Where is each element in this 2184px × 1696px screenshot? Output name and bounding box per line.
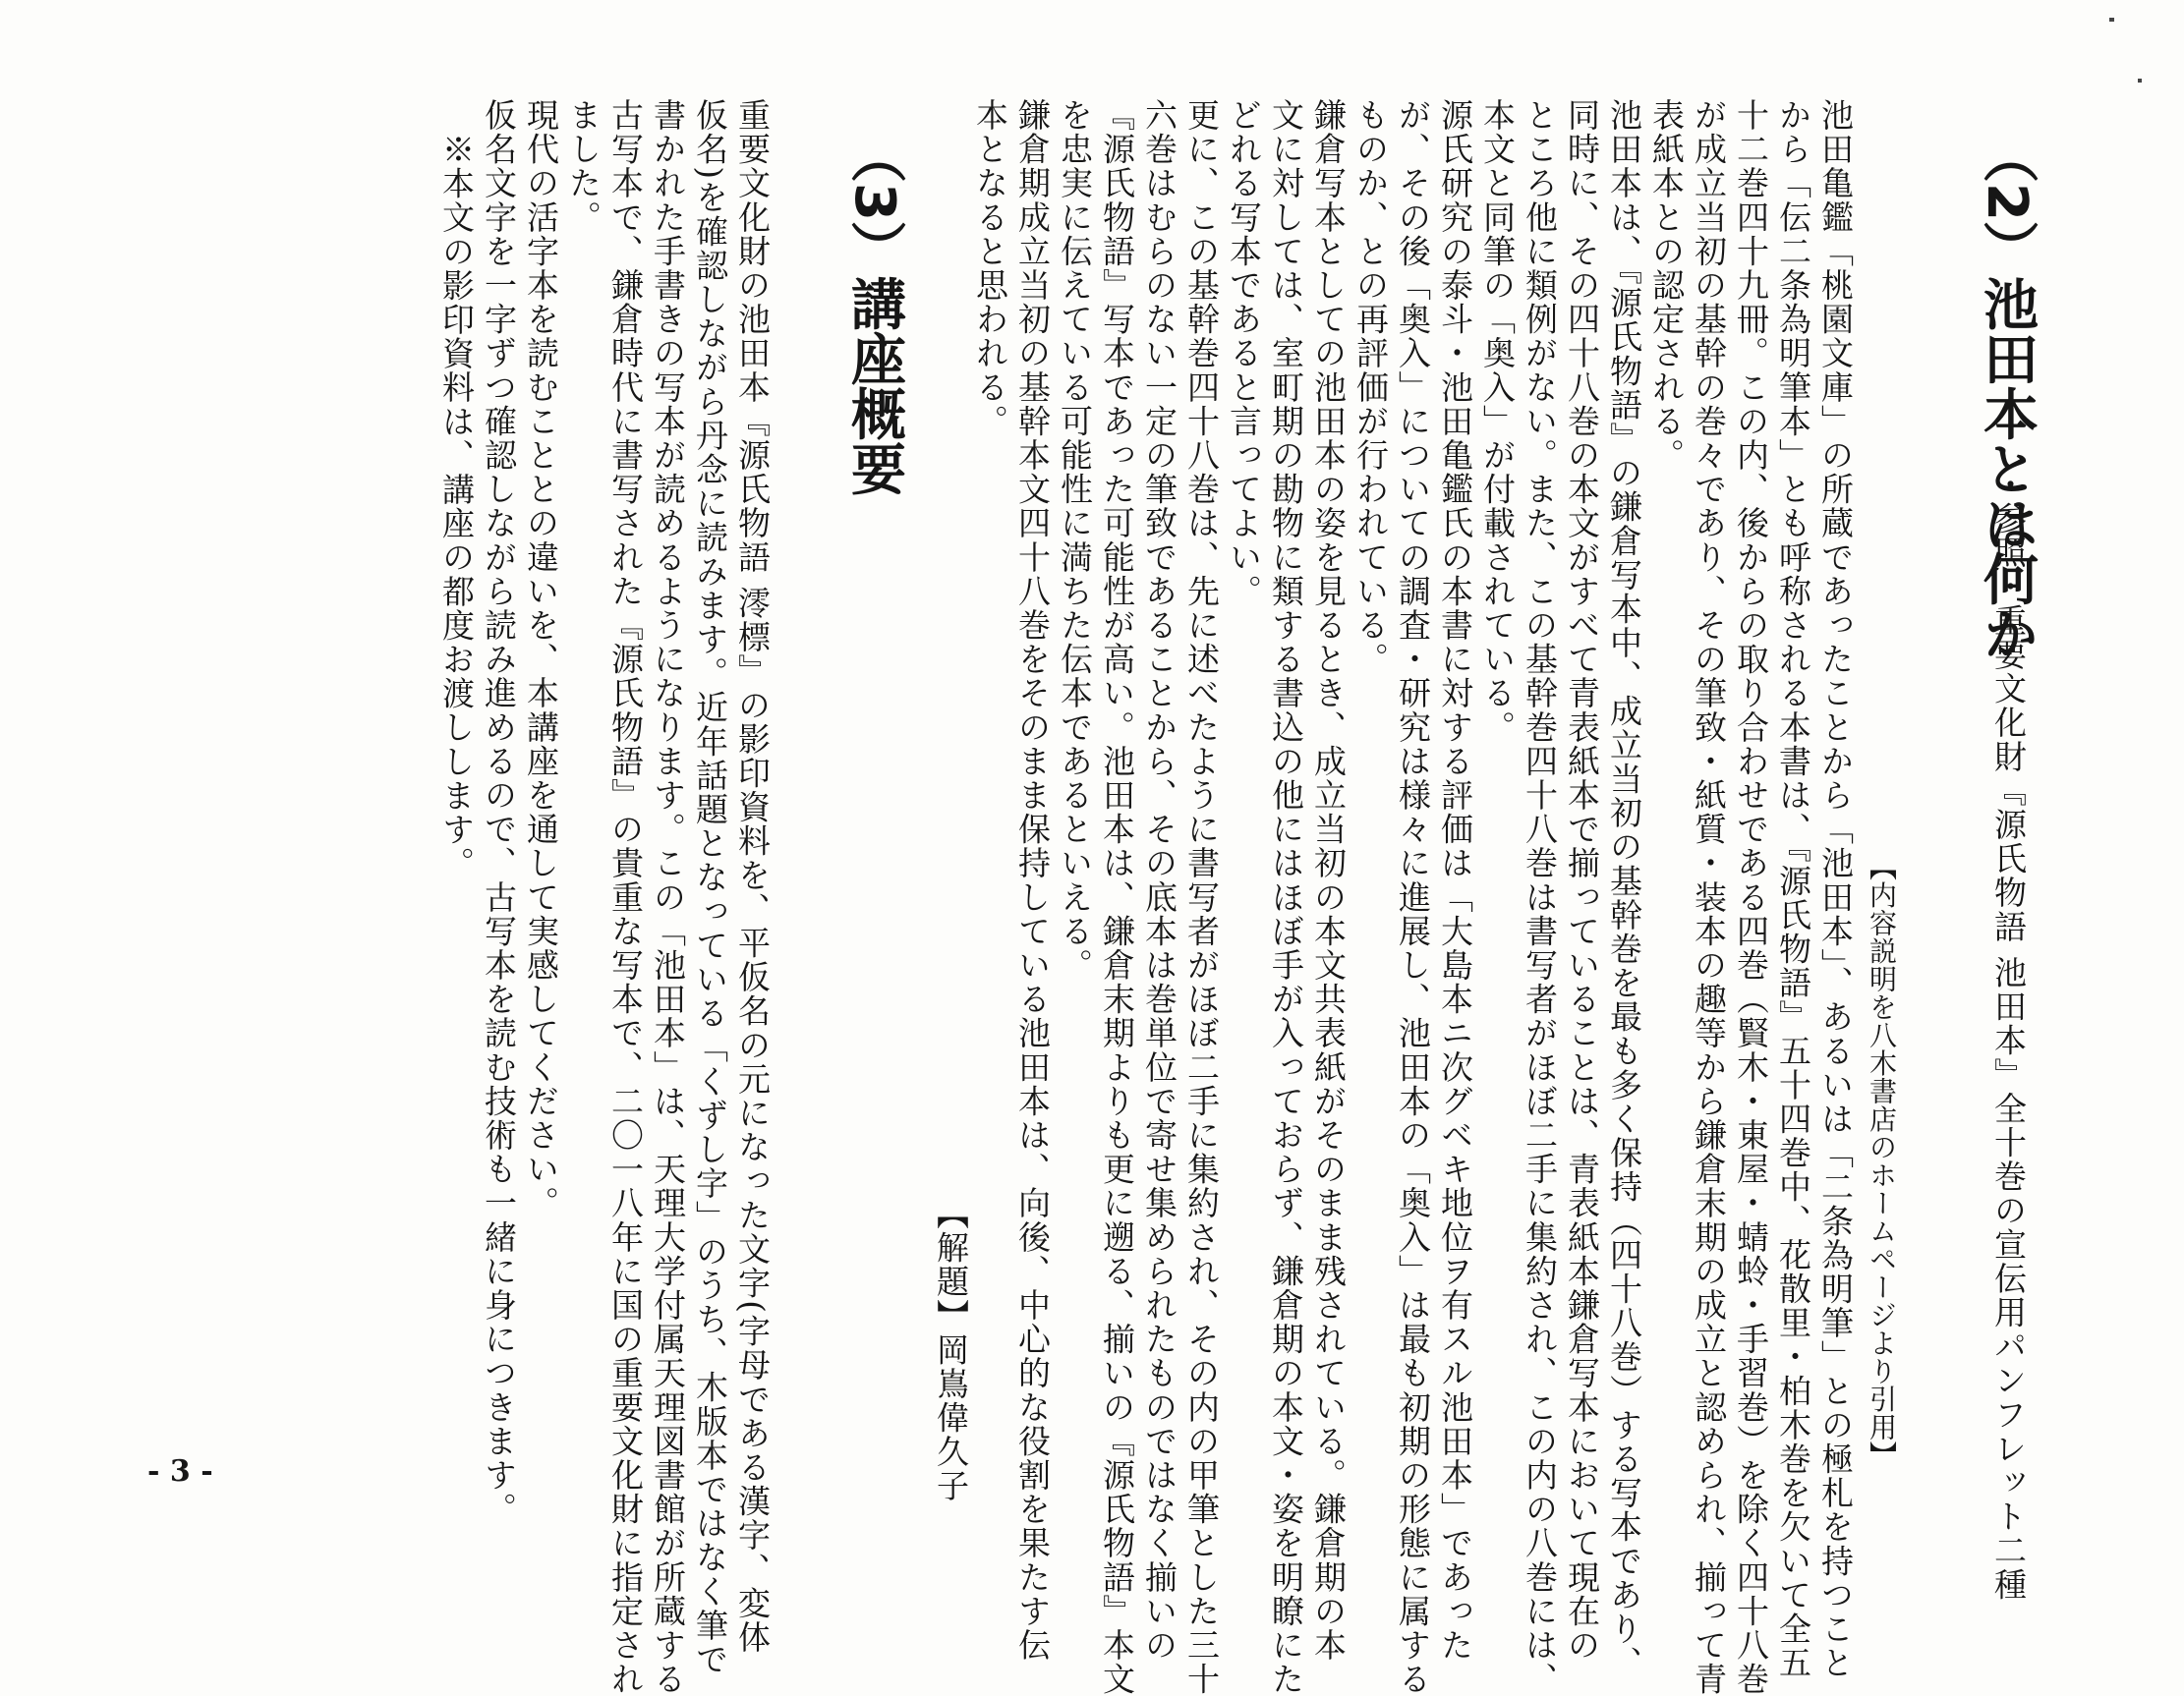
section-3-line: 現代の活字本を読むこととの違いを、本講座を通して実感してください。 [522,98,560,1220]
section-2-line: が、その後「奥入」についての調査・研究は様々に進展し、池田本の「奥入」は最も初期の形態に属する [1394,98,1432,1696]
section-2-line: 池田本は、『源氏物語』の鎌倉写本中、成立当初の基幹巻を最も多く保持（四十八巻）する写本であり、 [1605,98,1643,1680]
section-2-line: 『源氏物語』写本であった可能性が高い。池田本は、鎌倉末期よりも更に遡る、揃いの『源氏物語』本文 [1098,98,1136,1696]
section-3-line: 重要文化財の池田本『源氏物語 澪標』の影印資料を、平仮名の元になった文字(字母である漢字、変体 [733,98,772,1655]
section-2-line: ものか、との再評価が行われている。 [1351,98,1390,677]
section-2-line: 同時に、その四十八巻の本文がすべて青表紙本で揃っていることは、青表紙本鎌倉写本において現在の [1563,98,1601,1663]
section-2-line: 池田亀鑑「桃園文庫」の所蔵であったことから「池田本」、あるいは「二条為明筆」との極札を持つこと [1816,98,1855,1680]
section-2-line: 表紙本との認定される。 [1647,98,1686,473]
section-2-line: どれる写本であると言ってよい。 [1225,98,1263,608]
section-2-line: ところ他に類例がない。また、この基幹巻四十八巻は書写者がほぼ二手に集約され、この内の八巻には、 [1521,98,1559,1696]
section-2-line: 本となると思われる。 [971,98,1009,438]
section-2-heading: （2）池田本とは何か [1975,128,2039,661]
scan-mark [2109,18,2114,22]
page-number: - 3 - [147,1454,213,1489]
section-3-line: ました。 [564,98,603,235]
scan-mark [2138,79,2142,83]
section-3-line: 仮名)を確認しながら丹念に読みます。近年話題となっている「くずし字」のうち、木版本ではなく筆で [691,98,729,1677]
section-2-line: 十二巻四十九冊。この内、後からの取り合わせである四巻（賢木・東屋・蜻蛉・手習巻）を除く四十八巻 [1732,98,1770,1696]
section-2-line: 本文と同筆の「奥入」が付載されている。 [1478,98,1517,745]
section-3-heading: （3）講座概要 [842,128,906,496]
section-2-line: 更に、この基幹巻四十八巻は、先に述べたように書写者がほぼ二手に集約され、その内の甲筆とした三十 [1182,98,1221,1696]
section-2-line: 鎌倉写本としての池田本の姿を見るとき、成立当初の本文共表紙がそのまま残されている。鎌倉期の本 [1309,98,1348,1663]
section-3-line: ※本文の影印資料は、講座の都度お渡しします。 [437,133,476,881]
section-2-line: 鎌倉期成立当初の基幹本文四十八巻をそのまま保持している池田本は、向後、中心的な役割を果たす伝 [1013,98,1052,1663]
source-note: 【内容説明を八木書店のホームページより引用】 [1866,853,1898,1469]
section-2-line: が成立当初の基幹の巻々であり、その筆致・紙質・装本の趣等から鎌倉末期の成立と認められ、揃って青 [1690,98,1728,1696]
section-2-line: から「伝二条為明筆本」とも呼称される本書は、『源氏物語』五十四巻中、花散里・柏木巻を欠いて全五 [1774,98,1812,1680]
section-2-line: 六巻はむらのない一定の筆致であることから、その底本は巻単位で寄せ集められたものではなく揃いの [1140,98,1178,1663]
section-2-line: 源氏研究の泰斗・池田亀鑑氏の本書に対する評価は「大島本ニ次グベキ地位ヲ有スル池田本」であった [1436,98,1474,1663]
section-2-line: を忠実に伝えている可能性に満ちた伝本であるといえる。 [1056,98,1094,983]
section-3-line: 仮名文字を一字ずつ確認しながら読み進めるので、古写本を読む技術も一緒に身につきます。 [480,98,518,1527]
section-2-subheading: ・参照・重要文化財『源氏物語 池田本』全十巻の宣伝用パンフレット二種 [1989,468,2028,1602]
section-3-line: 書かれた手書きの写本が読めるようになります。この「池田本」は、天理大学付属天理図書館が所蔵する [649,98,687,1696]
commentary-author: 【解題】岡嶌偉久子 [932,1197,970,1503]
section-3-line: 古写本で、鎌倉時代に書写された『源氏物語』の貴重な写本で、二〇一八年に国の重要文化財に指定され [606,98,645,1696]
section-2-line: 文に対しては、室町期の勘物に類する書込の他にはほぼ手が入っておらず、鎌倉期の本文・姿を明瞭にた [1267,98,1305,1696]
